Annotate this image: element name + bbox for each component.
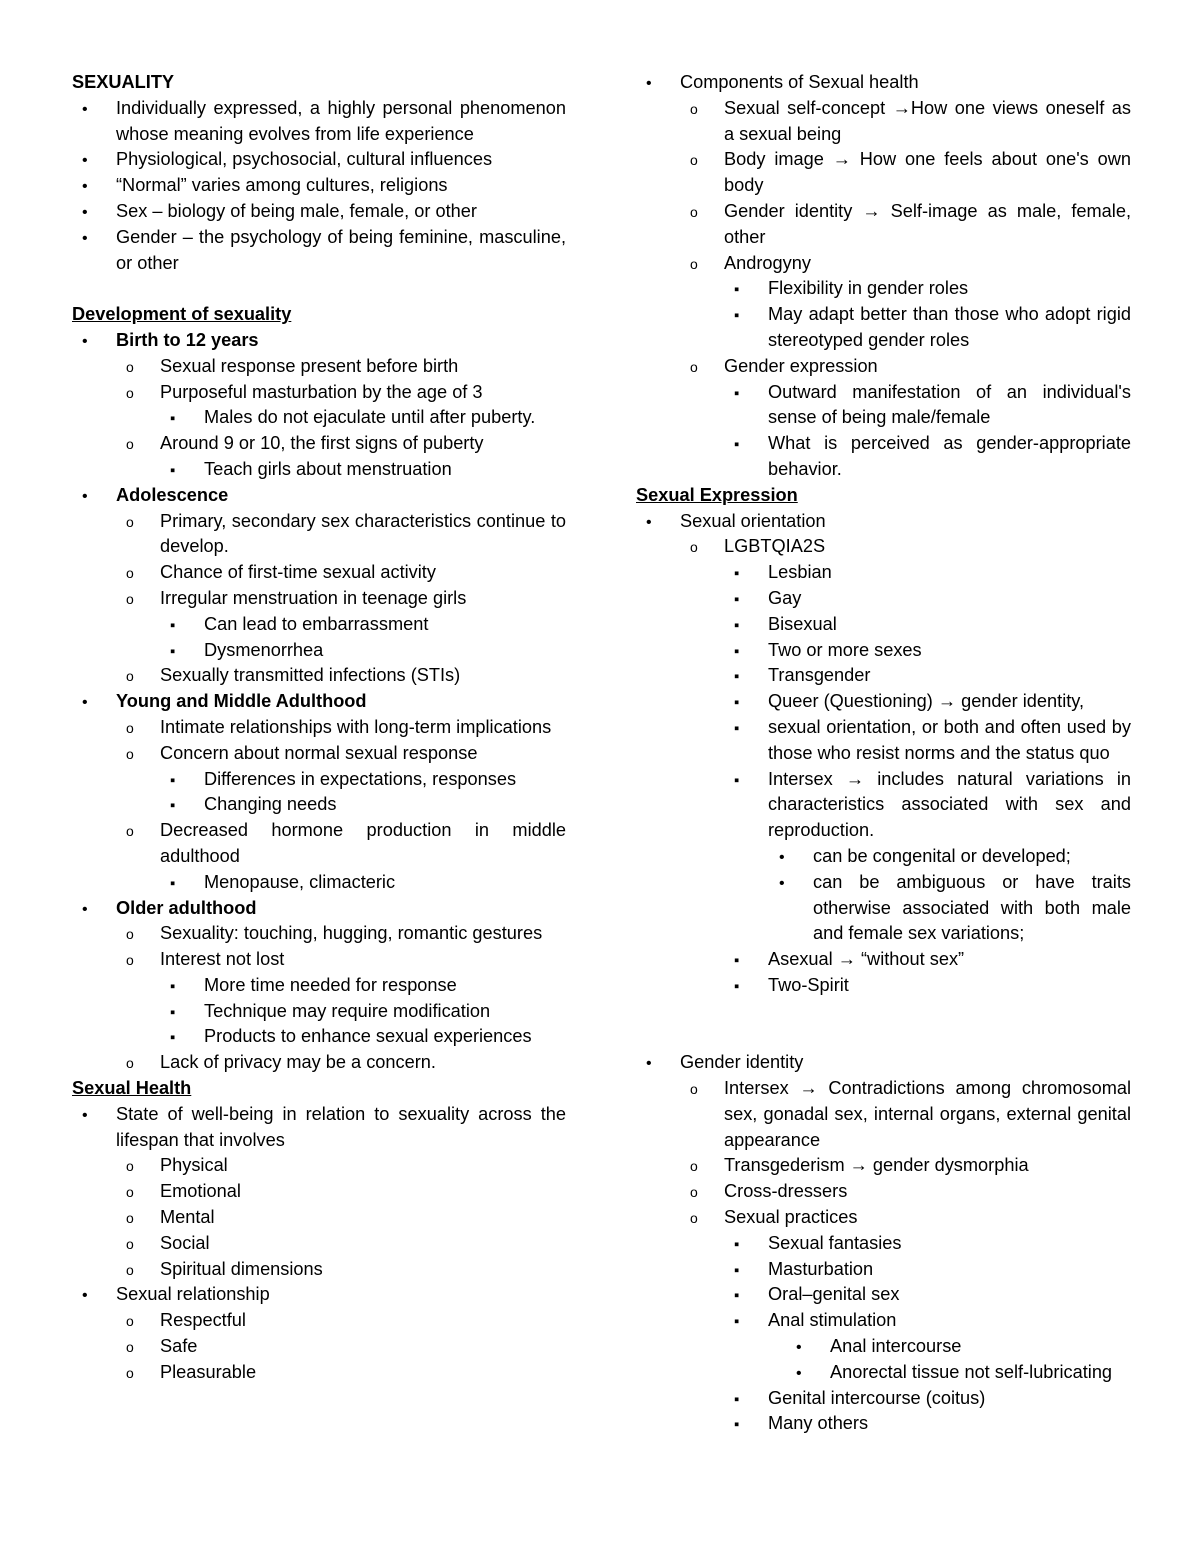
- square-bullet-icon: [170, 612, 184, 639]
- list-item-text: Emotional: [160, 1181, 241, 1202]
- circle-bullet-icon: [690, 147, 704, 174]
- list-item: [72, 792, 566, 818]
- square-bullet-icon: [734, 431, 748, 458]
- list-item: [72, 405, 566, 431]
- list-item-text: Cross-dressers: [724, 1181, 848, 1202]
- list-item: [72, 999, 566, 1025]
- list-item-text: Masturbation: [768, 1258, 874, 1279]
- list-item: [72, 586, 566, 612]
- list-item-text: Males do not ejaculate until after puberty.: [204, 407, 536, 428]
- list-item: [636, 70, 1131, 96]
- list-item-text: May adapt better than those who adopt rigid stereotyped gender roles: [768, 304, 1131, 350]
- square-bullet-icon: [734, 586, 748, 613]
- list-item-text: Sexual practices: [724, 1207, 858, 1228]
- list-item: [72, 380, 566, 406]
- list-item: [636, 147, 1131, 199]
- circle-bullet-icon: [126, 818, 140, 845]
- square-bullet-icon: [734, 1231, 748, 1258]
- square-bullet-icon: [170, 767, 184, 794]
- circle-bullet-icon: [126, 509, 140, 536]
- list-item: [636, 1360, 1131, 1386]
- list-item: [636, 354, 1131, 380]
- square-bullet-icon: [734, 1308, 748, 1335]
- bullet-icon: [82, 96, 96, 123]
- circle-bullet-icon: [690, 96, 704, 123]
- list-item-text: Two-Spirit: [768, 974, 849, 995]
- list-item-text: Mental: [160, 1207, 215, 1228]
- circle-bullet-icon: [126, 354, 140, 381]
- list-item: [72, 1205, 566, 1231]
- list-item-text: Purposeful masturbation by the age of 3: [160, 381, 483, 402]
- bullet-icon: [82, 896, 96, 923]
- list-item: [636, 1257, 1131, 1283]
- list-item: [636, 534, 1131, 560]
- list-item-text: Technique may require modification: [204, 1000, 491, 1021]
- section-heading: Development of sexuality: [72, 304, 292, 325]
- circle-bullet-icon: [126, 1360, 140, 1387]
- list-item: [72, 457, 566, 483]
- list-item: [72, 741, 566, 767]
- list-item-text: Physical: [160, 1155, 228, 1176]
- list-item: [72, 147, 566, 173]
- list-item-text: Lack of privacy may be a concern.: [160, 1052, 436, 1073]
- bullet-icon: [82, 1102, 96, 1129]
- circle-bullet-icon: [126, 1257, 140, 1284]
- square-bullet-icon: [734, 973, 748, 1000]
- list-item: [72, 818, 566, 870]
- circle-bullet-icon: [690, 251, 704, 278]
- list-item-text: Respectful: [160, 1310, 246, 1331]
- list-item: [72, 1360, 566, 1386]
- list-item: [636, 1231, 1131, 1257]
- list-item-text: Pleasurable: [160, 1361, 257, 1382]
- list-item-text: Bisexual: [768, 613, 837, 634]
- list-item-text: Oral–genital sex: [768, 1284, 900, 1305]
- bullet-icon: [82, 689, 96, 716]
- list-item: [636, 663, 1131, 689]
- list-item: [72, 612, 566, 638]
- list-item-text: Adolescence: [116, 484, 229, 505]
- circle-bullet-icon: [126, 1334, 140, 1361]
- circle-bullet-icon: [126, 1308, 140, 1335]
- square-bullet-icon: [734, 767, 748, 794]
- list-item: [72, 354, 566, 380]
- square-bullet-icon: [734, 663, 748, 690]
- bullet-icon: [82, 173, 96, 200]
- list-item-text: Sex – biology of being male, female, or other: [116, 200, 477, 221]
- list-item-text: Queer (Questioning) → gender identity,: [768, 691, 1085, 712]
- circle-bullet-icon: [126, 1153, 140, 1180]
- list-item-text: What is perceived as gender-appropriate behavior.: [768, 433, 1131, 479]
- list-item-text: Concern about normal sexual response: [160, 742, 478, 763]
- list-item-text: can be congenital or developed;: [813, 845, 1071, 866]
- list-item: [72, 973, 566, 999]
- square-bullet-icon: [734, 1282, 748, 1309]
- square-bullet-icon: [734, 302, 748, 329]
- circle-bullet-icon: [126, 947, 140, 974]
- list-item-text: Teach girls about menstruation: [204, 458, 452, 479]
- square-bullet-icon: [734, 560, 748, 587]
- list-item-text: Sexuality: touching, hugging, romantic gestures: [160, 923, 543, 944]
- list-item: [72, 1282, 566, 1308]
- list-item: [636, 844, 1131, 870]
- square-bullet-icon: [734, 612, 748, 639]
- list-item-text: Outward manifestation of an individual's sense of being male/female: [768, 381, 1131, 428]
- square-bullet-icon: [170, 973, 184, 1000]
- list-item: [72, 921, 566, 947]
- list-item: [636, 251, 1131, 277]
- list-item-text: Birth to 12 years: [116, 329, 259, 350]
- list-item: [636, 1411, 1131, 1437]
- list-item: [636, 1205, 1131, 1231]
- list-item: [636, 1153, 1131, 1179]
- circle-bullet-icon: [126, 715, 140, 742]
- list-item: [636, 1282, 1131, 1308]
- list-item-text: Lesbian: [768, 562, 832, 583]
- circle-bullet-icon: [126, 431, 140, 458]
- bullet-icon: [82, 483, 96, 510]
- bullet-icon: [779, 870, 793, 897]
- square-bullet-icon: [170, 638, 184, 665]
- square-bullet-icon: [734, 1386, 748, 1413]
- list-item: [72, 663, 566, 689]
- list-item-text: can be ambiguous or have traits otherwise associated with both male and female sex variations;: [813, 871, 1131, 944]
- list-item-text: Intersex → includes natural variations in characteristics associated with sex and reproduction.: [768, 768, 1131, 841]
- list-item: [72, 1102, 566, 1154]
- list-item-text: Chance of first-time sexual activity: [160, 562, 436, 583]
- bullet-icon: [796, 1360, 810, 1387]
- list-item: [636, 715, 1131, 767]
- bullet-icon: [82, 328, 96, 355]
- bullet-icon: [82, 199, 96, 226]
- list-item: [72, 1153, 566, 1179]
- list-item-text: Safe: [160, 1336, 198, 1357]
- list-item: [636, 767, 1131, 844]
- list-item: [72, 715, 566, 741]
- list-item-text: Intimate relationships with long-term implications: [160, 716, 552, 737]
- bullet-icon: [82, 225, 96, 252]
- bullet-icon: [646, 1050, 660, 1077]
- circle-bullet-icon: [690, 1153, 704, 1180]
- list-item-text: Young and Middle Adulthood: [116, 691, 367, 712]
- circle-bullet-icon: [126, 1231, 140, 1258]
- bullet-icon: [796, 1334, 810, 1361]
- square-bullet-icon: [170, 1024, 184, 1051]
- list-item-text: “Normal” varies among cultures, religions: [116, 175, 448, 196]
- list-item-text: Sexual response present before birth: [160, 355, 459, 376]
- list-item: [636, 380, 1131, 432]
- list-item: [636, 1050, 1131, 1076]
- list-item-text: Two or more sexes: [768, 639, 922, 660]
- list-item: [72, 1308, 566, 1334]
- bullet-icon: [779, 844, 793, 871]
- circle-bullet-icon: [126, 586, 140, 613]
- circle-bullet-icon: [690, 1205, 704, 1232]
- list-item: [636, 1386, 1131, 1412]
- list-item-text: Transgederism → gender dysmorphia: [724, 1155, 1029, 1176]
- square-bullet-icon: [734, 689, 748, 716]
- circle-bullet-icon: [690, 199, 704, 226]
- list-item-text: Can lead to embarrassment: [204, 613, 429, 634]
- right-column: [636, 70, 1131, 1437]
- list-item-text: sexual orientation, or both and often used by those who resist norms and the status quo: [768, 716, 1131, 763]
- list-item: [72, 225, 566, 277]
- list-item: [72, 1334, 566, 1360]
- list-item: [636, 638, 1131, 664]
- circle-bullet-icon: [690, 534, 704, 561]
- list-item: [636, 509, 1131, 535]
- list-item: [636, 586, 1131, 612]
- circle-bullet-icon: [126, 380, 140, 407]
- list-item: [72, 328, 566, 354]
- list-item-text: Irregular menstruation in teenage girls: [160, 587, 467, 608]
- square-bullet-icon: [734, 1411, 748, 1438]
- list-item-text: Spiritual dimensions: [160, 1258, 323, 1279]
- bullet-icon: [646, 70, 660, 97]
- list-item-text: Primary, secondary sex characteristics continue to develop.: [160, 510, 566, 557]
- list-item-text: Gender expression: [724, 355, 878, 376]
- list-item: [636, 1179, 1131, 1205]
- list-item-text: More time needed for response: [204, 974, 457, 995]
- list-item-text: Sexual relationship: [116, 1284, 270, 1305]
- list-item-text: Older adulthood: [116, 897, 257, 918]
- circle-bullet-icon: [126, 1050, 140, 1077]
- square-bullet-icon: [170, 405, 184, 432]
- list-item-text: Interest not lost: [160, 949, 285, 970]
- list-item-text: Gender identity → Self-image as male, female, other: [724, 200, 1131, 247]
- list-item: [636, 1076, 1131, 1153]
- list-item-text: Products to enhance sexual experiences: [204, 1026, 532, 1047]
- list-item: [636, 947, 1131, 973]
- list-item: [636, 612, 1131, 638]
- bullet-icon: [82, 147, 96, 174]
- list-item-text: Asexual → “without sex”: [768, 949, 965, 970]
- list-item: [72, 96, 566, 148]
- list-item-text: Gender identity: [680, 1052, 804, 1073]
- list-item-text: Menopause, climacteric: [204, 871, 396, 892]
- list-item-text: State of well-being in relation to sexuality across the lifespan that involves: [116, 1103, 566, 1150]
- list-item-text: Sexually transmitted infections (STIs): [160, 665, 461, 686]
- list-item-text: Intersex → Contradictions among chromosomal sex, gonadal sex, internal organs, external genital appearance: [724, 1078, 1131, 1150]
- square-bullet-icon: [170, 457, 184, 484]
- list-item-text: Dysmenorrhea: [204, 639, 324, 660]
- bullet-icon: [82, 1282, 96, 1309]
- list-item: [72, 431, 566, 457]
- square-bullet-icon: [734, 276, 748, 303]
- list-item-text: Flexibility in gender roles: [768, 278, 969, 299]
- list-item: [636, 1334, 1131, 1360]
- list-item: [636, 199, 1131, 251]
- list-item: [72, 896, 566, 922]
- list-item-text: Social: [160, 1232, 210, 1253]
- list-item-text: Sexual self-concept →How one views oneself as a sexual being: [724, 97, 1131, 144]
- section-heading: Sexual Health: [72, 1078, 192, 1099]
- square-bullet-icon: [734, 1257, 748, 1284]
- list-item: [636, 276, 1131, 302]
- square-bullet-icon: [170, 999, 184, 1026]
- list-item-text: Individually expressed, a highly personal phenomenon whose meaning evolves from life experience: [116, 97, 566, 144]
- list-item-text: Sexual fantasies: [768, 1232, 902, 1253]
- section-heading: SEXUALITY: [72, 72, 175, 92]
- list-item-text: Anal stimulation: [768, 1310, 897, 1331]
- list-item: [636, 870, 1131, 947]
- square-bullet-icon: [734, 947, 748, 974]
- list-item: [72, 1179, 566, 1205]
- circle-bullet-icon: [126, 560, 140, 587]
- list-item: [72, 947, 566, 973]
- list-item-text: Anorectal tissue not self-lubricating: [830, 1361, 1113, 1382]
- list-item-text: Decreased hormone production in middle adulthood: [160, 820, 566, 866]
- list-item: [72, 173, 566, 199]
- list-item: [72, 509, 566, 561]
- list-item: [72, 1024, 566, 1050]
- list-item: [636, 560, 1131, 586]
- list-item: [72, 1050, 566, 1076]
- list-item: [72, 689, 566, 715]
- circle-bullet-icon: [690, 354, 704, 381]
- circle-bullet-icon: [126, 1205, 140, 1232]
- list-item: [72, 870, 566, 896]
- list-item-text: Transgender: [768, 665, 871, 686]
- bullet-icon: [646, 509, 660, 536]
- list-item: [72, 560, 566, 586]
- list-item: [636, 973, 1131, 999]
- blank-line: [636, 999, 1131, 1051]
- circle-bullet-icon: [126, 741, 140, 768]
- list-item-text: Androgyny: [724, 252, 811, 273]
- list-item-text: Gender – the psychology of being feminine, masculine, or other: [116, 226, 566, 273]
- list-item: [72, 1257, 566, 1283]
- blank-line: [72, 276, 566, 302]
- list-item-text: Anal intercourse: [830, 1336, 962, 1357]
- list-item-text: Genital intercourse (coitus): [768, 1387, 986, 1408]
- square-bullet-icon: [734, 638, 748, 665]
- list-item: [636, 302, 1131, 354]
- square-bullet-icon: [734, 715, 748, 742]
- list-item-text: Physiological, psychosocial, cultural influences: [116, 149, 493, 170]
- list-item: [72, 638, 566, 664]
- list-item-text: Differences in expectations, responses: [204, 768, 517, 789]
- section-heading: Sexual Expression: [636, 484, 798, 505]
- square-bullet-icon: [170, 792, 184, 819]
- list-item: [636, 431, 1131, 483]
- circle-bullet-icon: [126, 921, 140, 948]
- list-item: [636, 689, 1131, 715]
- list-item: [72, 483, 566, 509]
- circle-bullet-icon: [126, 663, 140, 690]
- list-item-text: Many others: [768, 1413, 869, 1434]
- list-item: [72, 767, 566, 793]
- list-item: [636, 96, 1131, 148]
- list-item-text: LGBTQIA2S: [724, 536, 826, 557]
- circle-bullet-icon: [690, 1076, 704, 1103]
- list-item-text: Gay: [768, 587, 802, 608]
- square-bullet-icon: [170, 870, 184, 897]
- list-item: [72, 1231, 566, 1257]
- circle-bullet-icon: [690, 1179, 704, 1206]
- list-item-text: Changing needs: [204, 794, 337, 815]
- left-column: [72, 70, 566, 1386]
- square-bullet-icon: [734, 380, 748, 407]
- circle-bullet-icon: [126, 1179, 140, 1206]
- list-item-text: Components of Sexual health: [680, 72, 919, 92]
- list-item: [72, 199, 566, 225]
- list-item-text: Around 9 or 10, the first signs of puberty: [160, 433, 484, 454]
- list-item-text: Body image → How one feels about one's own body: [724, 149, 1131, 196]
- list-item: [636, 1308, 1131, 1334]
- list-item-text: Sexual orientation: [680, 510, 826, 531]
